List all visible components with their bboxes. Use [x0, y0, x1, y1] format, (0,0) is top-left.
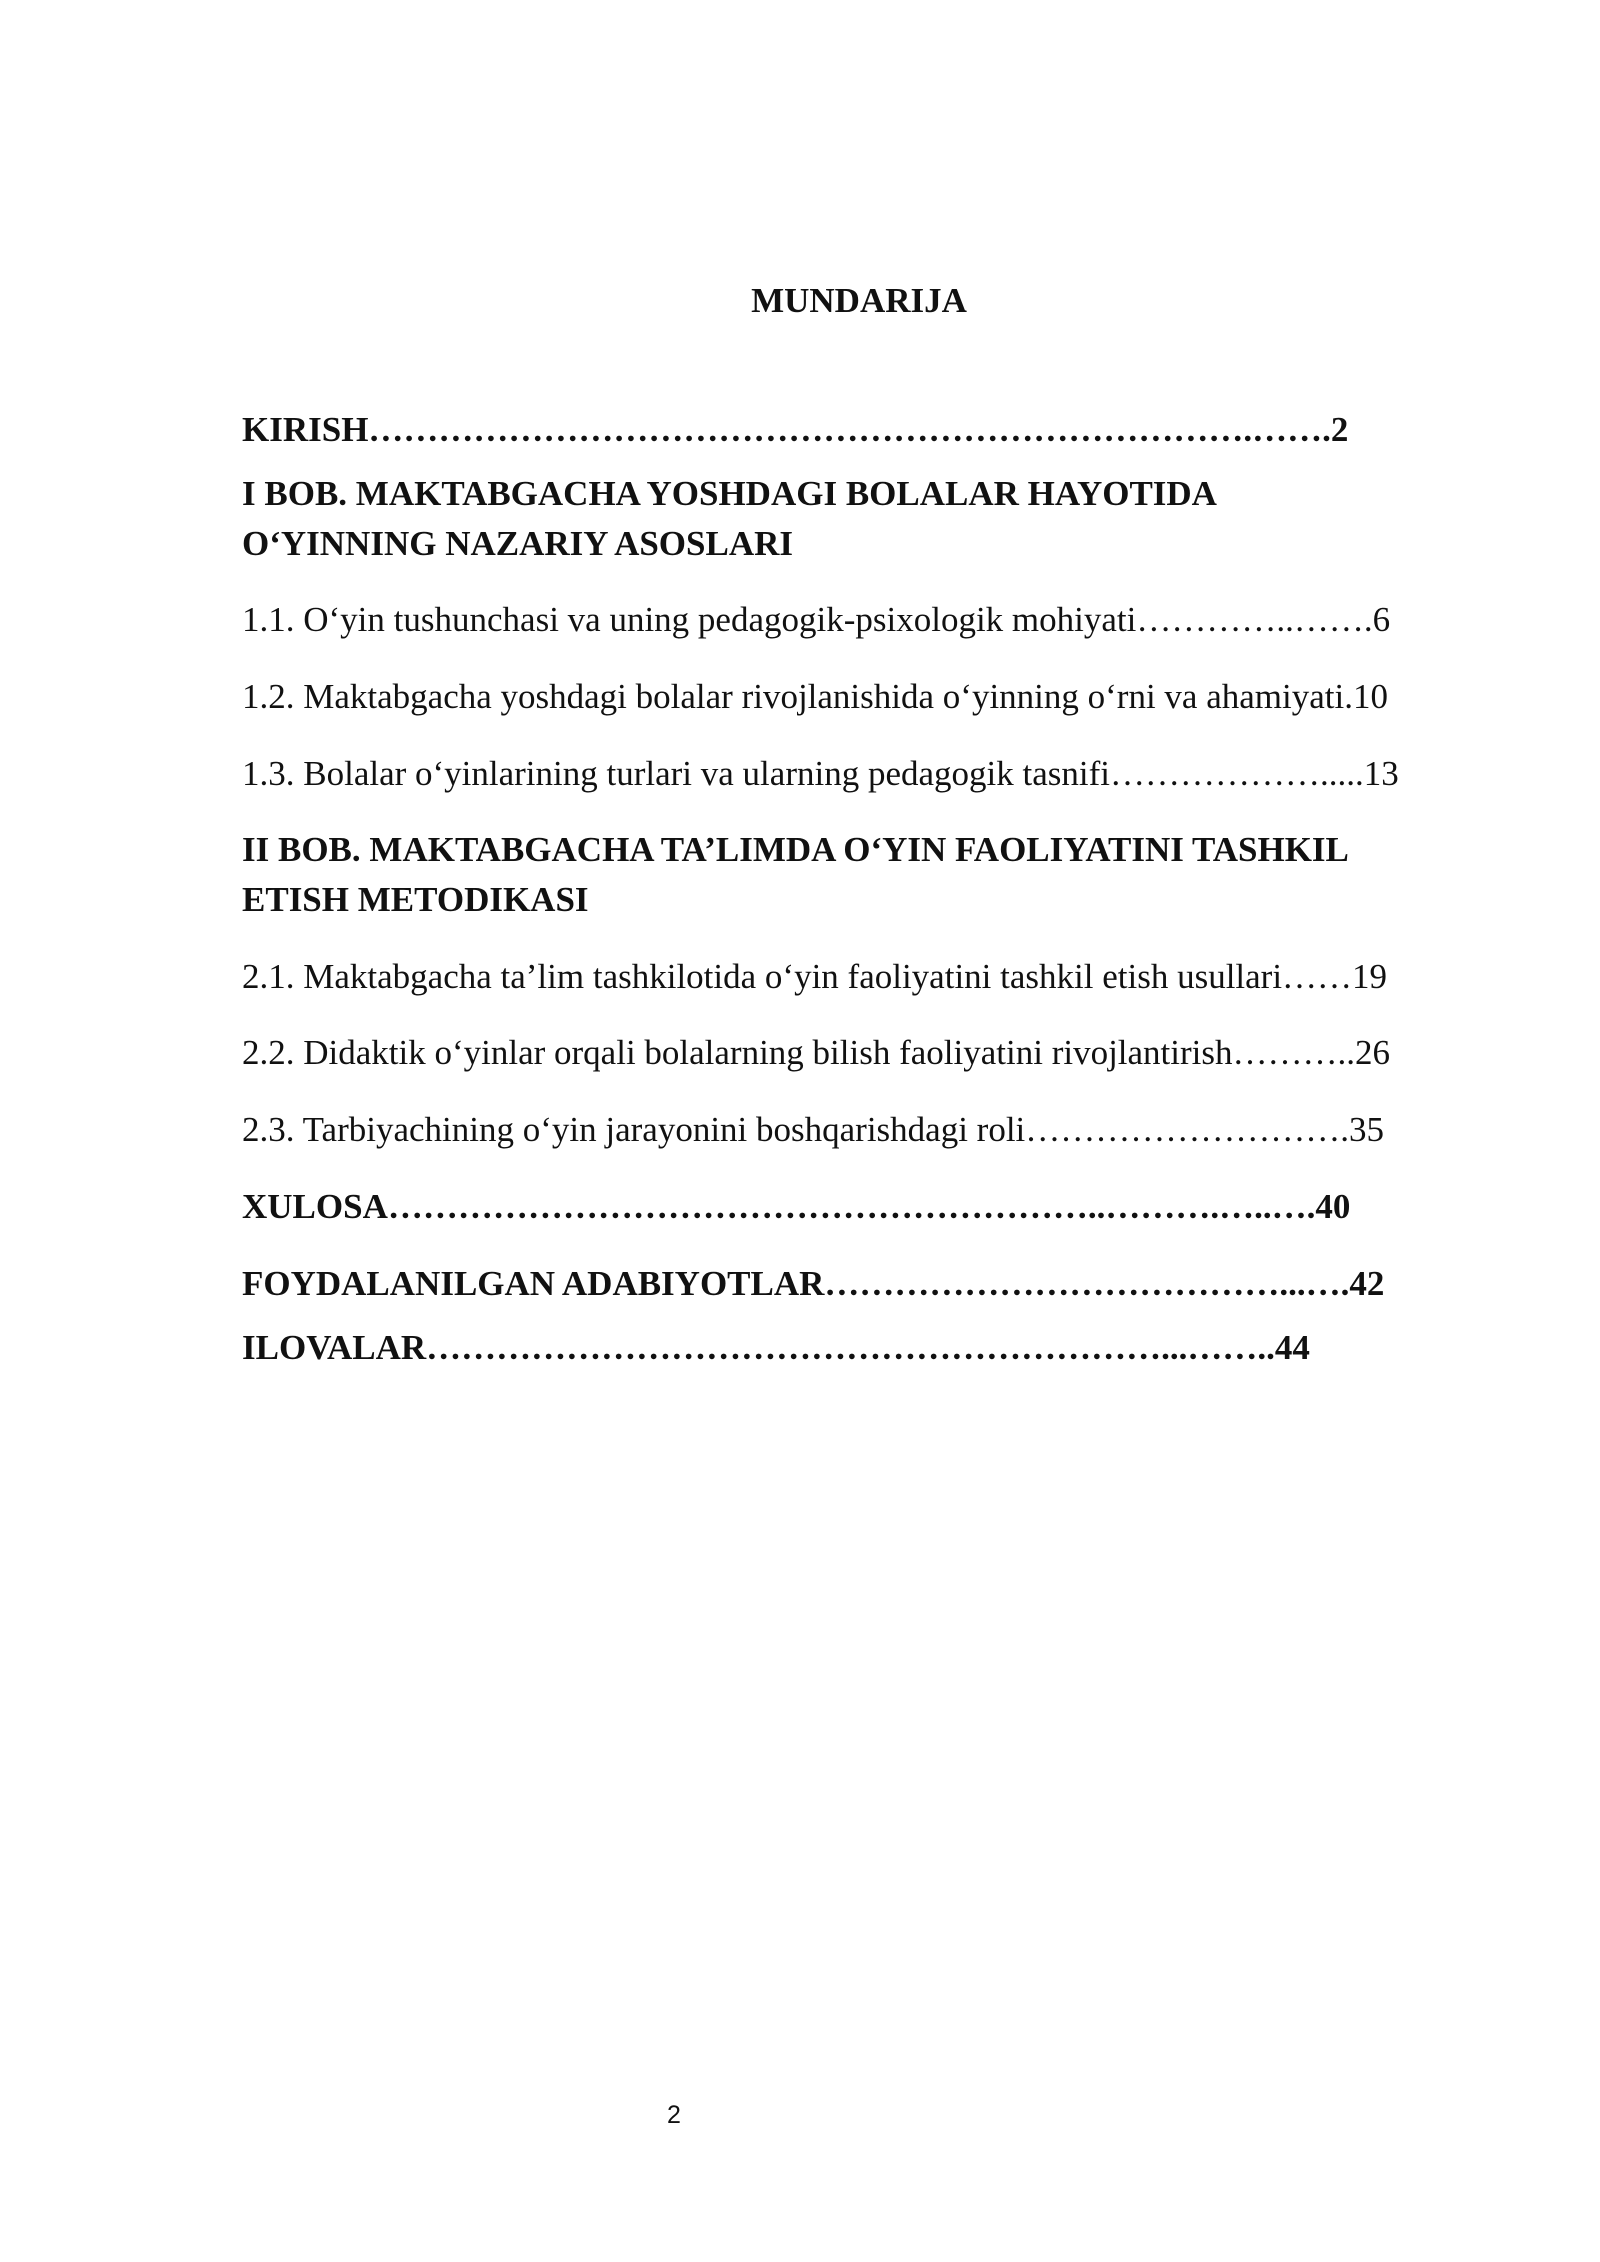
toc-entry-2-2: 2.2. Didaktik o‘yinlar orqali bolalarning bilish faoliyatini rivojlantirish………..26	[242, 1033, 1391, 1072]
toc-chapter-2-heading-cont: ETISH METODIKASI	[242, 880, 589, 919]
toc-entry-1-3: 1.3. Bolalar o‘yinlarining turlari va ularning pedagogik tasnifi……………….....13	[242, 754, 1399, 793]
toc-entry-1-2: 1.2. Maktabgacha yoshdagi bolalar rivojlanishida o‘yinning o‘rni va ahamiyati.10	[242, 677, 1388, 716]
toc-chapter-2-heading: II BOB. MAKTABGACHA TA’LIMDA O‘YIN FAOLIYATINI TASHKIL	[242, 830, 1349, 869]
page-number: 2	[667, 2101, 681, 2129]
toc-entry-kirish: KIRISH………………………………………………………………….…….2	[242, 410, 1349, 449]
toc-entry-ilovalar: ILOVALAR………………………………………………………...……..44	[242, 1328, 1310, 1367]
toc-entry-xulosa: XULOSA……………………………………………………..……….…..….40	[242, 1187, 1351, 1226]
toc-entry-2-3: 2.3. Tarbiyachining o‘yin jarayonini boshqarishdagi roli……………………….35	[242, 1110, 1385, 1149]
toc-entry-foydalanilgan-adabiyotlar: FOYDALANILGAN ADABIYOTLAR…………………………………...….42	[242, 1264, 1385, 1303]
toc-entry-2-1: 2.1. Maktabgacha ta’lim tashkilotida o‘yin faoliyatini tashkil etish usullari……19	[242, 957, 1388, 996]
toc-chapter-1-heading-cont: O‘YINNING NAZARIY ASOSLARI	[242, 524, 794, 563]
toc-chapter-1-heading: I BOB. MAKTABGACHA YOSHDAGI BOLALAR HAYOTIDA	[242, 474, 1217, 513]
toc-entry-1-1: 1.1. O‘yin tushunchasi va uning pedagogik-psixologik mohiyati…………..…….6	[242, 600, 1391, 639]
page-title: MUNDARIJA	[751, 281, 967, 320]
